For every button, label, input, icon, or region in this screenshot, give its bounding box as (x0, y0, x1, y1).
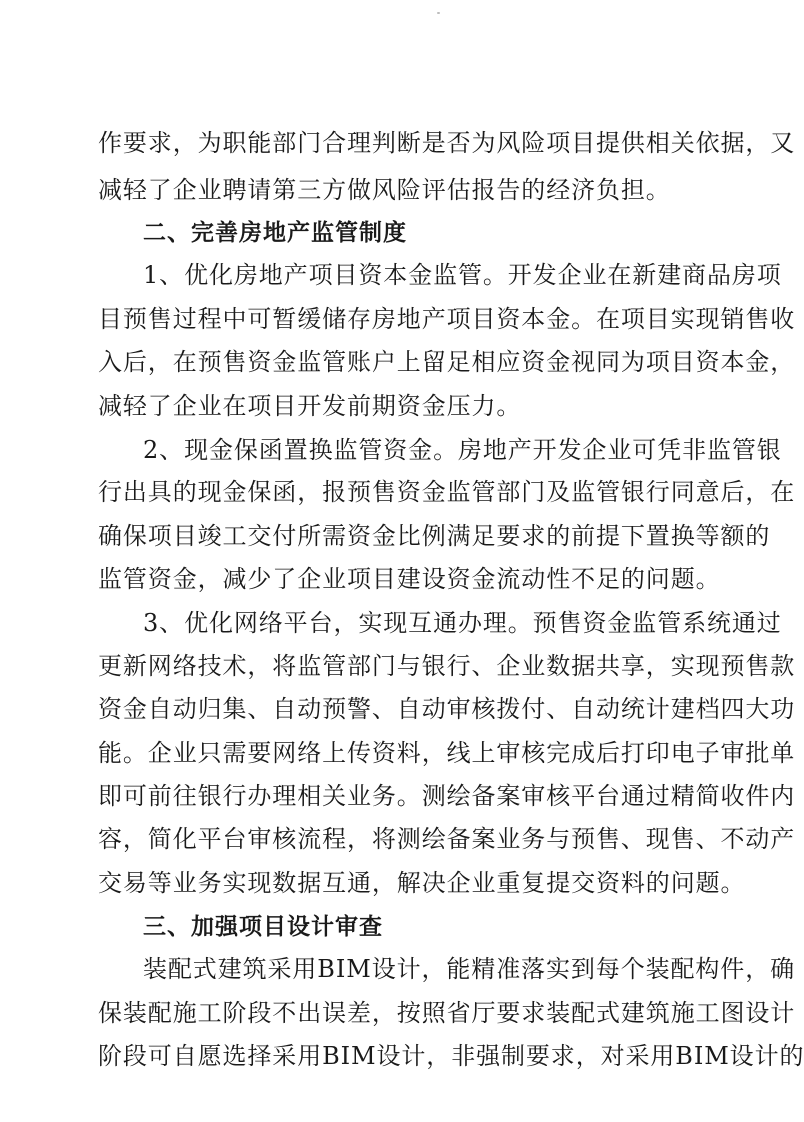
paragraph-line: 3、优化网络平台，实现互通办理。预售资金监管系统通过 (143, 609, 782, 637)
section-heading: 三、加强项目设计审查 (143, 914, 383, 940)
paragraph-line: 2、现金保函置换监管资金。房地产开发企业可凭非监管银 (143, 436, 782, 464)
paragraph-line: 保装配施工阶段不出误差，按照省厅要求装配式建筑施工图设计 (98, 999, 796, 1027)
scan-speck (437, 12, 440, 14)
paragraph-line: 减轻了企业聘请第三方做风险评估报告的经济负担。 (98, 176, 671, 204)
paragraph-line: 容，简化平台审核流程，将测绘备案业务与预售、现售、不动产 (98, 825, 796, 853)
paragraph-line: 1、优化房地产项目资本金监管。开发企业在新建商品房项 (143, 261, 782, 289)
paragraph-line: 减轻了企业在项目开发前期资金压力。 (98, 392, 522, 420)
section-heading: 二、完善房地产监管制度 (143, 220, 407, 246)
paragraph-line: 确保项目竣工交付所需资金比例满足要求的前提下置换等额的 (98, 522, 771, 550)
paragraph-line: 阶段可自愿选择采用BIM设计，非强制要求，对采用BIM设计的 (98, 1042, 804, 1070)
paragraph-line: 更新网络技术，将监管部门与银行、企业数据共享，实现预售款 (98, 652, 796, 680)
paragraph-line: 资金自动归集、自动预警、自动审核拨付、自动统计建档四大功 (98, 695, 796, 723)
paragraph-line: 监管资金，减少了企业项目建设资金流动性不足的问题。 (98, 565, 721, 593)
paragraph-line: 装配式建筑采用BIM设计，能精准落实到每个装配构件，确 (143, 955, 795, 983)
paragraph-line: 入后，在预售资金监管账户上留足相应资金视同为项目资本金， (98, 348, 796, 376)
paragraph-line: 行出具的现金保函，报预售资金监管部门及监管银行同意后，在 (98, 478, 796, 506)
paragraph-line: 目预售过程中可暂缓储存房地产项目资本金。在项目实现销售收 (98, 305, 796, 333)
paragraph-line: 即可前往银行办理相关业务。测绘备案审核平台通过精简收件内 (98, 782, 796, 810)
paragraph-line: 交易等业务实现数据互通，解决企业重复提交资料的问题。 (98, 869, 746, 897)
paragraph-line: 作要求，为职能部门合理判断是否为风险项目提供相关依据，又 (98, 129, 796, 157)
paragraph-line: 能。企业只需要网络上传资料，线上审核完成后打印电子审批单 (98, 739, 796, 767)
